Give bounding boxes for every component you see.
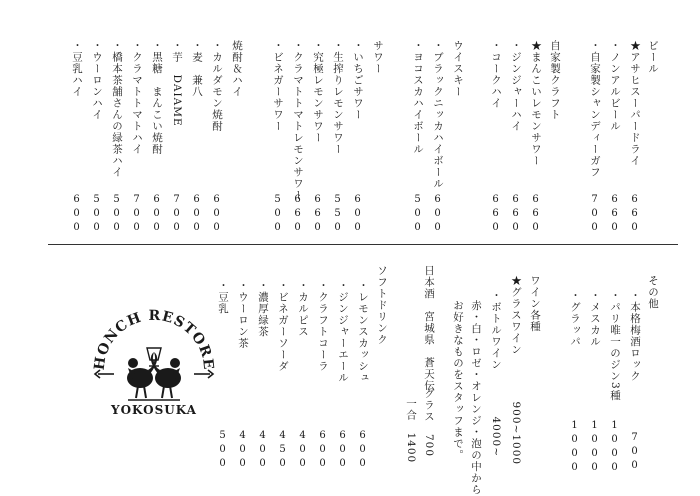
wine-glass: ★グラスワイン 900~1000 — [510, 275, 522, 466]
shochu-item-2: ・麦 兼八 — [191, 40, 203, 98]
sake-glass: グラス 700 — [423, 388, 435, 458]
craft-price-1: 660 — [530, 194, 541, 236]
other-item-2: ・パリ唯一のジン3種 — [609, 290, 621, 402]
whisky-price-2: 500 — [412, 194, 423, 236]
soft-price-5: 450 — [277, 430, 288, 472]
shochu-price-2: 600 — [191, 194, 202, 236]
honch-restore-logo — [88, 308, 220, 418]
sour-price-5: 500 — [272, 194, 283, 236]
soft-price-1: 600 — [357, 430, 368, 472]
sake-ichigo: 一合 1400 — [405, 398, 417, 464]
craft-item-2: ・ジンジャーハイ — [510, 40, 522, 132]
beer-price-3: 700 — [589, 194, 600, 236]
soft-item-2: ・ジンジャーエール — [337, 280, 349, 384]
shochu-item-5: ・クラマトトマトハイ — [131, 40, 143, 155]
wine-title: ワイン各種 — [529, 275, 541, 333]
sour-item-4: ・クラマトトマトレモンサワー — [292, 40, 304, 201]
sour-item-2: ・生搾りレモンサワー — [332, 40, 344, 155]
shochu-item-4: ・黒糖 まんこい焼酎 — [151, 40, 163, 155]
section-divider — [48, 244, 678, 245]
craft-price-2: 660 — [510, 194, 521, 236]
sour-price-2: 550 — [332, 194, 343, 236]
soft-item-7: ・ウーロン茶 — [237, 280, 249, 349]
soft-item-6: ・濃厚緑茶 — [257, 280, 269, 338]
logo-sub: YOKOSUKA — [111, 403, 197, 417]
shochu-item-7: ・ウーロンハイ — [91, 40, 103, 121]
shochu-item-6: ・橋本茶舗さんの緑茶ハイ — [111, 40, 123, 178]
other-item-1: ・本格梅酒ロック — [629, 290, 641, 382]
soft-item-8: ・豆乳 — [217, 280, 229, 315]
sour-item-3: ・究極レモンサワー — [312, 40, 324, 144]
soft-price-2: 600 — [337, 430, 348, 472]
other-item-3: ・メスカル — [589, 290, 601, 348]
wine-note-1: 赤・白・ロゼ・オレンジ・泡の中から — [470, 300, 482, 496]
soft-price-8: 500 — [217, 430, 228, 472]
soft-price-4: 400 — [297, 430, 308, 472]
sour-price-4: 660 — [292, 194, 303, 236]
arrow-icon — [95, 370, 213, 378]
beer-item-2: ・ノンアルビール — [609, 40, 621, 132]
soft-price-6: 400 — [257, 430, 268, 472]
shochu-price-6: 500 — [111, 194, 122, 236]
craft-item-3: ・コークハイ — [490, 40, 502, 109]
soft-item-5: ・ビネガーソーダ — [277, 280, 289, 372]
wine-note-2: お好きなものをスタッフまで。 — [452, 300, 464, 461]
logo-name: HONCH RESTORE — [91, 308, 217, 372]
other-title: その他 — [647, 275, 659, 310]
craft-price-3: 660 — [490, 194, 501, 236]
sake-title: 日本酒 宮城県 蒼天伝 — [423, 265, 435, 392]
sour-price-3: 660 — [312, 194, 323, 236]
shochu-title: 焼酎＆ハイ — [231, 40, 243, 98]
sour-title: サワー — [372, 40, 384, 75]
beer-title: ビール — [647, 40, 659, 75]
other-price-4: 1000 — [569, 420, 580, 476]
shochu-price-1: 600 — [211, 194, 222, 236]
soft-price-3: 600 — [317, 430, 328, 472]
shochu-item-1: ・カルダモン焼酎 — [211, 40, 223, 132]
whisky-item-2: ・ヨコスカハイボール — [412, 40, 424, 155]
craft-item-1: ★まんこいレモンサワー — [530, 40, 542, 167]
other-item-4: ・グラッパ — [569, 290, 581, 348]
other-price-3: 1000 — [589, 420, 600, 476]
other-price-2: 1000 — [609, 420, 620, 476]
sour-price-1: 600 — [352, 194, 363, 236]
shochu-price-7: 500 — [91, 194, 102, 236]
shochu-price-3: 700 — [171, 194, 182, 236]
shochu-item-3: ・芋 DAIAME — [171, 40, 183, 127]
shochu-price-8: 600 — [71, 194, 82, 236]
shochu-price-5: 700 — [131, 194, 142, 236]
shochu-item-8: ・豆乳ハイ — [71, 40, 83, 98]
whisky-title: ウイスキー — [452, 40, 464, 98]
sour-item-1: ・いちごサワー — [352, 40, 364, 121]
soft-price-7: 400 — [237, 430, 248, 472]
beer-price-1: 660 — [629, 194, 640, 236]
beer-price-2: 660 — [609, 194, 620, 236]
beer-item-1: ★アサヒスーパードライ — [629, 40, 641, 167]
sour-item-5: ・ビネガーサワー — [272, 40, 284, 132]
shochu-price-4: 600 — [151, 194, 162, 236]
soft-item-1: ・レモンスカッシュ — [357, 280, 369, 384]
whisky-price-1: 600 — [432, 194, 443, 236]
craft-title: 自家製クラフト — [549, 40, 561, 121]
soft-item-3: ・クラフトコーラ — [317, 280, 329, 372]
other-price-1: 700 — [629, 432, 640, 474]
trophy-icon — [147, 348, 161, 366]
beer-item-3: ・自家製シャンディーガフ — [589, 40, 601, 178]
soft-title: ソフトドリンク — [376, 265, 388, 346]
soft-item-4: ・カルピス — [297, 280, 309, 338]
whisky-item-1: ・ブラックニッカハイボール — [432, 40, 444, 190]
wine-bottle: ・ボトルワイン 4000~ — [490, 290, 502, 458]
